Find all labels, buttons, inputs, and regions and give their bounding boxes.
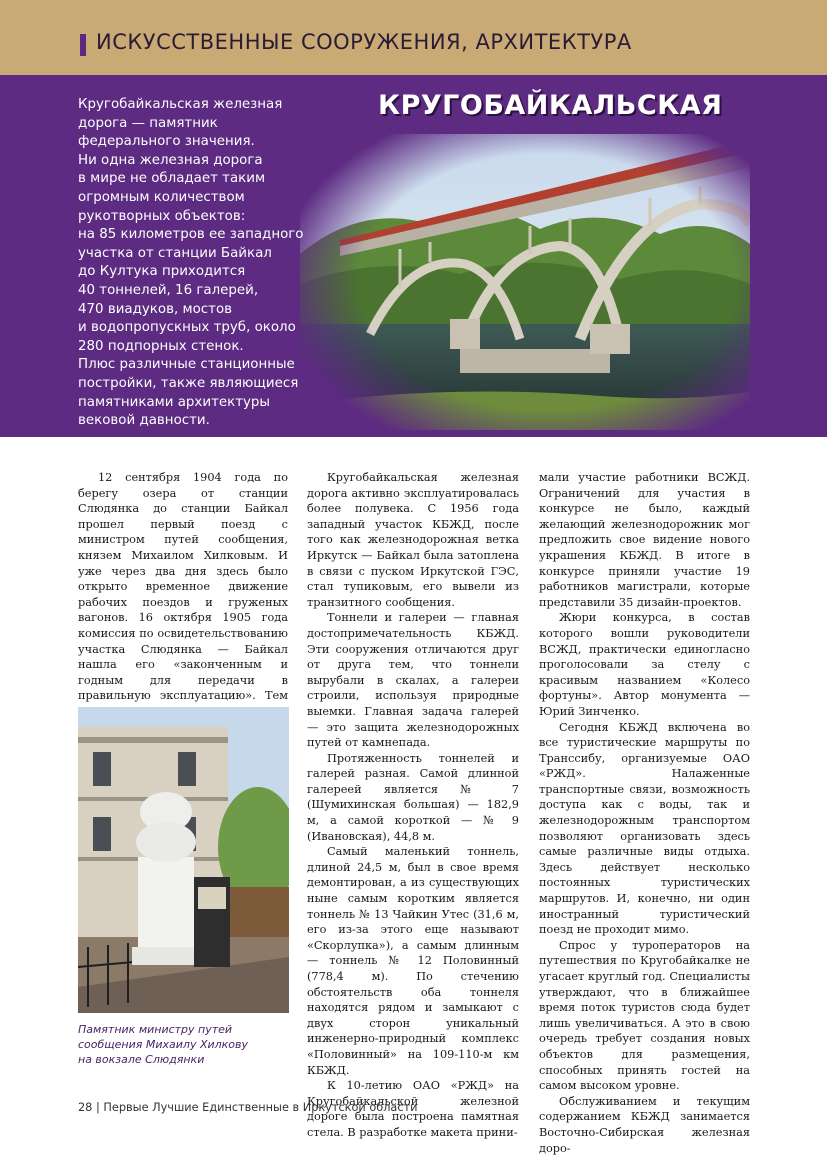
column-2: [307, 470, 519, 1141]
lead-line: 280 подпорных стенок.: [78, 338, 244, 354]
lead-line: Ни одна железная дорога: [78, 152, 263, 168]
lead-line: Плюс различные станционные: [78, 357, 295, 373]
caption-line: на вокзале Слюдянки: [78, 1053, 205, 1066]
column-3: [539, 470, 750, 1156]
lead-line: на 85 километров ее западного: [78, 227, 304, 243]
lead-line: памятниками архитектуры: [78, 394, 270, 410]
publication-title: Первые Лучшие Единственные в Иркутской области: [103, 1101, 418, 1114]
paragraph: Спрос у туроператоров на путешествия по Кругобайкалке не угасает круглый год. Специалисты утверждают, что в ближайшее время поток туристов сюда будет лишь увеличиваться. А это в свою очередь требует создания новых объектов для размещения, способных принять гостей на самом высоком уровне.: [539, 938, 750, 1093]
lead-line: вековой давности.: [78, 413, 210, 429]
paragraph: Самый маленький тоннель, длиной 24,5 м, был в свое время демонтирован, а из существующих ныне самым коротким является тоннель № 13 Чайкин Утес (31,6 м, его из-за этого еще называют «Скорлупка»), а самым длинным — тоннель № 12 Половинный (778,4 м). По стечению обстоятельств оба тоннеля находятся рядом и замыкают с двух сторон уникальный инженерно-природный комплекс «Половинный» на 109-110-м км КБЖД.: [307, 845, 519, 1077]
paragraph: Жюри конкурса, в состав которого вошли руководители ВСЖД, практически единогласно проголосовали за стелу с красивым названием «Колесо фортуны». Автор монумента — Юрий Зинченко.: [539, 611, 750, 718]
lead-line: федерального значения.: [78, 134, 255, 150]
paragraph: Кругобайкальская железная дорога активно эксплуатировалась более полувека. С 1956 года западный участок КБЖД, после того как железнодорожная ветка Иркутск — Байкал была затоплена в связи с пуском Иркутской ГЭС, стал тупиковым, его вывели из транзитного сообщения.: [307, 471, 519, 609]
section-marker: [80, 34, 86, 56]
paragraph: Протяженность тоннелей и галерей разная. Самой длинной галереей является № 7 (Шумихинская большая) — 182,9 м, а самой короткой — № 9 (Ивановская), 44,8 м.: [307, 751, 519, 843]
lead-line: Кругобайкальская железная: [78, 97, 283, 112]
monument-photo: [78, 707, 289, 1013]
lead-line: 470 виадуков, мостов: [78, 301, 233, 317]
lead-line: дорога — памятник: [78, 115, 218, 131]
lead-line: 40 тоннелей, 16 галерей,: [78, 282, 259, 298]
paragraph: Тоннели и галереи — главная достопримечательность КБЖД. Эти сооружения отличаются друг от друга тем, что тоннели вырубали в скалах, а галереи строили, используя природные выемки. Главная задача галерей — это защита железнодорожных путей от камнепада.: [307, 611, 519, 750]
page-footer: [78, 1101, 418, 1114]
lead-line: рукотворных объектов:: [78, 208, 246, 224]
lead-line: огромным количеством: [78, 189, 245, 205]
page-number: 28: [78, 1101, 93, 1114]
section-title: ИСКУССТВЕННЫЕ СООРУЖЕНИЯ, АРХИТЕКТУРА: [96, 30, 632, 54]
lead-line: до Култука приходится: [78, 264, 246, 280]
lead-text: [78, 96, 328, 431]
paragraph: 12 сентября 1904 года по берегу озера от станции Слюдянка до станции Байкал прошел первый поезд с министром путей сообщения, князем Михаилом Хилковым. И уже через два дня здесь было открыто временное движение рабочих поездов и груженых вагонов. 16 октября 1905 года комиссия по освидетельствованию участка Слюдянка — Байкал нашла его «законченным и годным для передачи в правильную эксплуатацию». Тем: [78, 471, 288, 703]
paragraph: мали участие работники ВСЖД. Ограничений для участия в конкурсе не было, каждый желающий железнодорожник мог предложить свое видение нового украшения КБЖД. В итоге в конкурсе приняли участие 19 работников магистрали, которые представили 35 дизайн-проектов.: [539, 471, 750, 609]
lead-line: участка от станции Байкал: [78, 245, 272, 261]
caption-line: Памятник министру путей: [78, 1023, 233, 1036]
paragraph: К 10-летию ОАО «РЖД» на Кругобайкальской железной дороге была построена памятная стела. В разработке макета прини-: [307, 1079, 519, 1139]
lead-line: постройки, также являющиеся: [78, 375, 299, 391]
paragraph: Сегодня КБЖД включена во все туристические маршруты по Транссибу, организуемые ОАО «РЖД». Налаженные транспортные связи, возможность доступа как с воды, так и железнодорожным транспортом позволяют организовать здесь самые различные виды отдыха. Здесь действует несколько постоянных туристических маршрутов. И, конечно, ни один иностранный туристический поезд не проходит мимо.: [539, 720, 750, 937]
bridge-photo: [300, 134, 750, 430]
paragraph: Обслуживанием и текущим содержанием КБЖД занимается Восточно-Сибирская железная доро-: [539, 1094, 750, 1155]
article-headline: КРУГОБАЙКАЛЬСКАЯ: [378, 90, 723, 121]
footer-separator: |: [95, 1101, 100, 1114]
caption-line: сообщения Михаилу Хилкову: [78, 1038, 249, 1051]
photo-caption: [78, 1022, 293, 1067]
lead-line: в мире не обладает таким: [78, 171, 266, 187]
lead-line: и водопропускных труб, около: [78, 320, 296, 336]
